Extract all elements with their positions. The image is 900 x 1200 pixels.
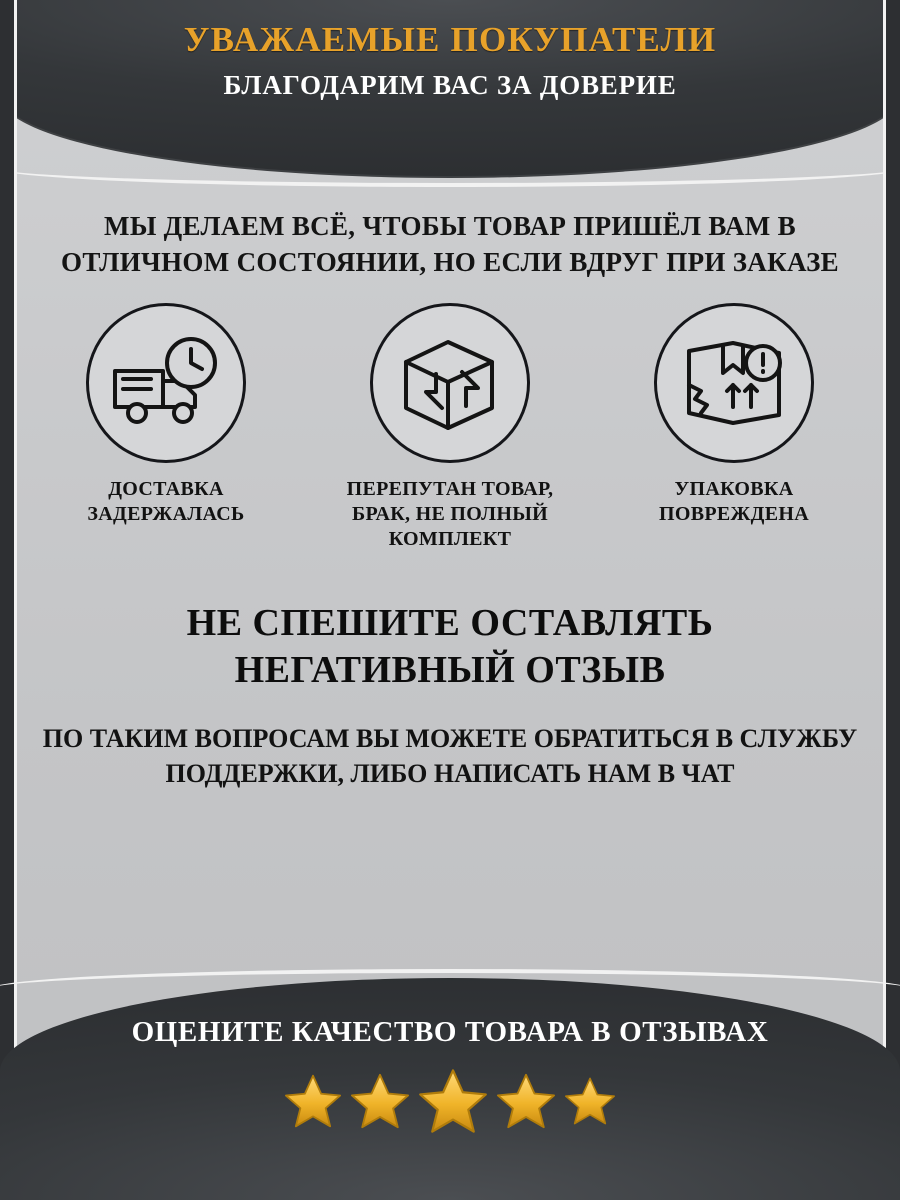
star-icon[interactable] xyxy=(564,1076,616,1126)
issue-item-wrong-or-defective xyxy=(325,303,575,552)
issue-item-delivery-delayed xyxy=(41,303,291,527)
footer-title: ОЦЕНИТЕ КАЧЕСТВО ТОВАРА В ОТЗЫВАХ xyxy=(131,1016,769,1048)
issue-caption: ПЕРЕПУТАН ТОВАР, БРАК, НЕ ПОЛНЫЙ КОМПЛЕКТ xyxy=(346,477,554,550)
header-band xyxy=(0,0,900,178)
main-content xyxy=(17,178,883,791)
star-icon[interactable] xyxy=(284,1073,342,1129)
issue-item-damaged-package xyxy=(609,303,859,527)
issues-row xyxy=(17,303,883,552)
page-subtitle: БЛАГОДАРИМ ВАС ЗА ДОВЕРИЕ xyxy=(223,69,677,100)
page-title: УВАЖАЕМЫЕ ПОКУПАТЕЛИ xyxy=(183,20,717,59)
issue-caption: УПАКОВКА ПОВРЕЖДЕНА xyxy=(659,477,809,525)
support-text: ПО ТАКИМ ВОПРОСАМ ВЫ МОЖЕТЕ ОБРАТИТЬСЯ В СЛУЖБУ ПОДДЕРЖКИ, ЛИБО НАПИСАТЬ НАМ В ЧАТ xyxy=(42,723,858,788)
callout-text: НЕ СПЕШИТЕ ОСТАВЛЯТЬ НЕГАТИВНЫЙ ОТЗЫВ xyxy=(186,601,714,692)
star-icon[interactable] xyxy=(496,1072,556,1130)
damaged-package-icon xyxy=(654,303,814,463)
star-icon[interactable] xyxy=(418,1067,488,1135)
star-icon[interactable] xyxy=(350,1072,410,1130)
footer-band xyxy=(0,978,900,1200)
delivery-truck-clock-icon xyxy=(86,303,246,463)
box-return-arrow-icon xyxy=(370,303,530,463)
star-rating[interactable] xyxy=(0,1067,900,1135)
intro-text: МЫ ДЕЛАЕМ ВСЁ, ЧТОБЫ ТОВАР ПРИШЁЛ ВАМ В ОТЛИЧНОМ СОСТОЯНИИ, НО ЕСЛИ ВДРУГ ПРИ ЗАКАЗЕ xyxy=(61,211,839,278)
issue-caption: ДОСТАВКА ЗАДЕРЖАЛАСЬ xyxy=(87,477,245,525)
